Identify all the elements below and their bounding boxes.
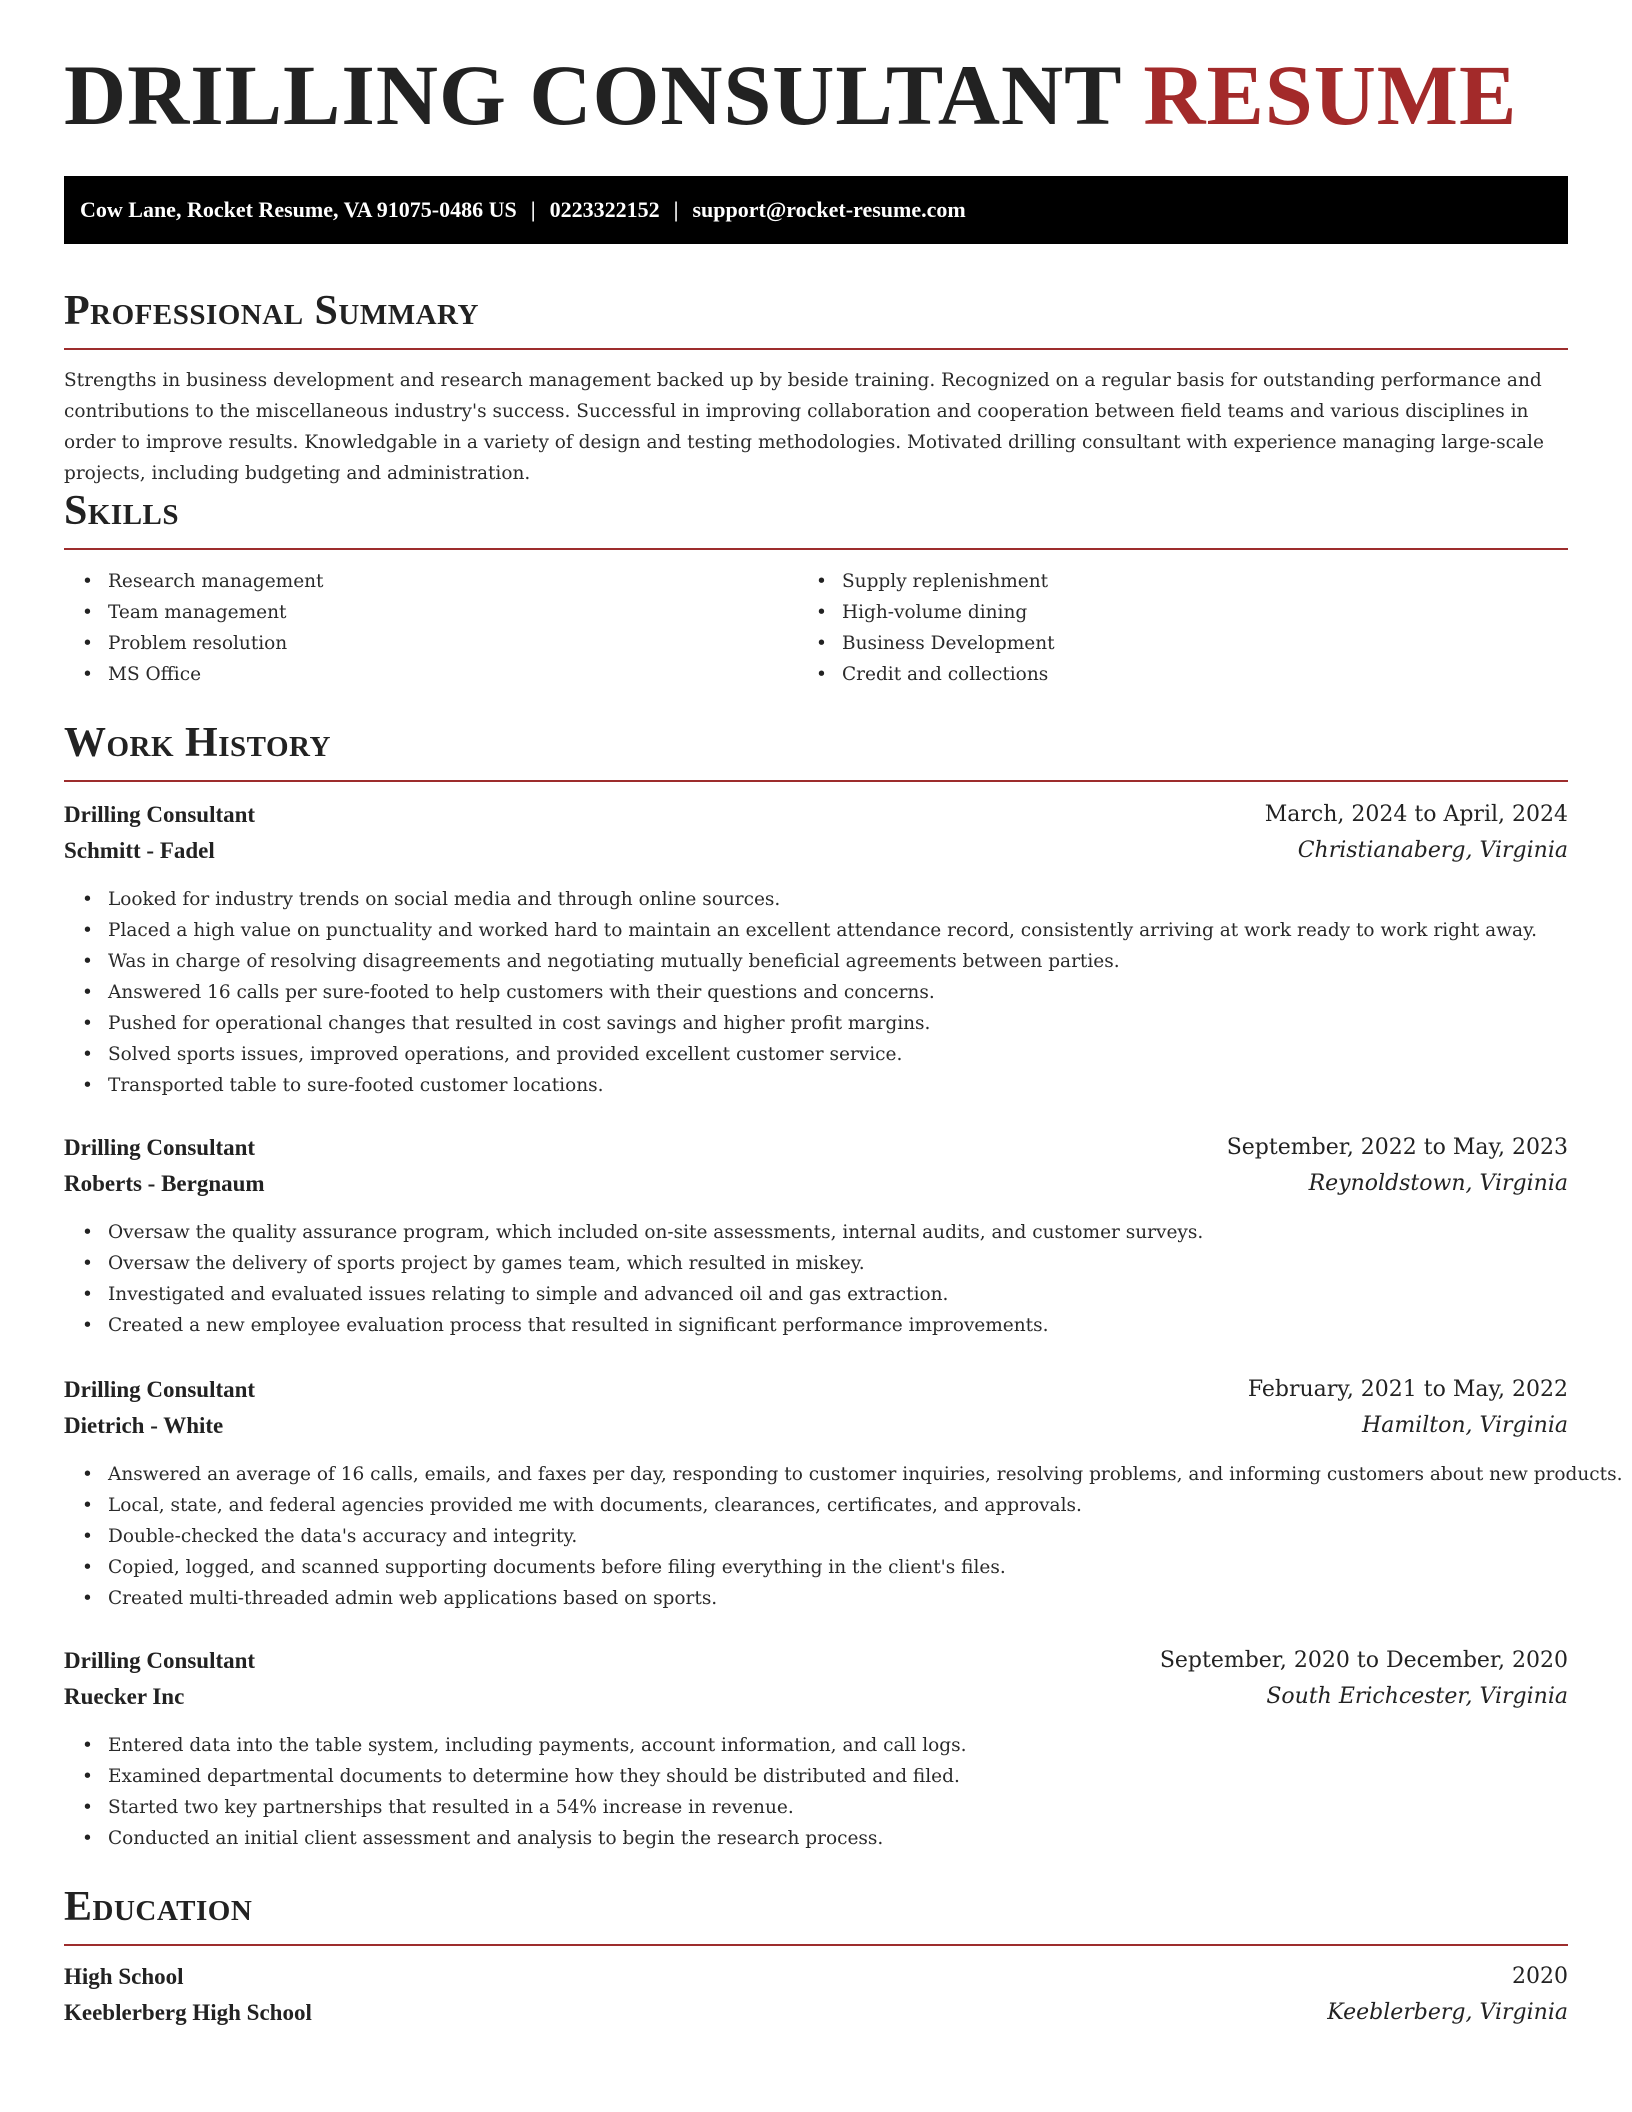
skill-item: • Problem resolution [64,628,764,659]
contact-email: support@rocket-resume.com [692,197,966,222]
summary-text: Strengths in business development and research management backed up by beside training. Recognized on a regular basis for outstanding performance and contributions to the miscellaneous industry's success. Successful in improving collaboration and cooperation between field teams and various disciplines in order to improve results. Knowledgable in a variety of design and testing methodologies. Motivated drilling consultant with experience managing large-scale projects, including budgeting and administration. [64,370,1544,484]
job-bullet: • Entered data into the table system, including payments, account information, and call logs. [64,1730,1568,1761]
job-role: Drilling Consultant [64,1135,256,1160]
job-bullet: • Oversaw the quality assurance program, which included on-site assessments, internal audits, and customer surveys. [64,1217,1568,1248]
skill-item: • Supply replenishment [798,566,1498,597]
education-year: 2020 [1512,1964,1568,1989]
job-header [64,1377,1568,1449]
contact-phone: 0223322152 [549,197,660,222]
job-header [64,1135,1568,1207]
contact-bar [64,176,1568,244]
education-school: Keeblerberg High School [64,2000,312,2025]
job-bullet: • Local, state, and federal agencies provided me with documents, clearances, certificates, and approvals. [64,1490,1568,1521]
title-accent: RESUME [1143,47,1518,143]
skill-item: • Research management [64,566,764,597]
job-dates: February, 2021 to May, 2022 [1247,1377,1568,1402]
job-bullet: • Pushed for operational changes that resulted in cost savings and higher profit margins. [64,1008,1568,1039]
job-bullet: • Looked for industry trends on social media and through online sources. [64,884,1568,915]
skill-item: • Business Development [798,628,1498,659]
job-bullet: • Oversaw the delivery of sports project by games team, which resulted in miskey. [64,1248,1568,1279]
work-heading: Work History [64,720,331,766]
skills-list-left [64,566,764,690]
job-role: Drilling Consultant [64,1648,256,1673]
job-header [64,802,1568,874]
resume-title [64,47,1518,143]
job-location: Hamilton, Virginia [1362,1413,1568,1438]
job-header [64,1648,1568,1720]
education-location: Keeblerberg, Virginia [1327,2000,1568,2025]
job-bullet: • Created multi-threaded admin web applications based on sports. [64,1583,1568,1614]
job-role: Drilling Consultant [64,1377,256,1402]
job-bullets [64,884,1568,1101]
skill-item: • MS Office [64,659,764,690]
job-company: Ruecker Inc [64,1684,185,1709]
job-bullet: • Answered an average of 16 calls, emails, and faxes per day, responding to customer inquiries, resolving problems, and informing customers about new products. [64,1459,1568,1490]
job-bullet: • Transported table to sure-footed customer locations. [64,1070,1568,1101]
contact-separator: | [673,197,679,222]
title-main: DRILLING CONSULTANT [64,47,1121,143]
job-bullet: • Solved sports issues, improved operations, and provided excellent customer service. [64,1039,1568,1070]
job-location: Reynoldstown, Virginia [1308,1171,1568,1196]
job-bullet: • Placed a high value on punctuality and worked hard to maintain an excellent attendance record, consistently arriving at work ready to work right away. [64,915,1568,946]
skills-heading: Skills [64,488,180,534]
job-bullets [64,1217,1568,1341]
job-location: Christianaberg, Virginia [1297,838,1568,863]
education-degree: High School [64,1964,184,1989]
job-company: Dietrich - White [64,1413,224,1438]
job-bullet: • Created a new employee evaluation process that resulted in significant performance improvements. [64,1310,1568,1341]
skill-item: • Credit and collections [798,659,1498,690]
section-divider [64,780,1568,782]
job-dates: September, 2020 to December, 2020 [1159,1648,1568,1673]
skill-item: • Team management [64,597,764,628]
skills-list-right [798,566,1498,690]
skill-item: • High-volume dining [798,597,1498,628]
job-dates: September, 2022 to May, 2023 [1226,1135,1568,1160]
education-entry [64,1964,1568,2036]
section-divider [64,1944,1568,1946]
summary-heading: Professional Summary [64,288,479,334]
job-company: Schmitt - Fadel [64,838,215,863]
job-location: South Erichcester, Virginia [1266,1684,1568,1709]
section-divider [64,548,1568,550]
education-heading: Education [64,1884,253,1930]
job-bullet: • Answered 16 calls per sure-footed to help customers with their questions and concerns. [64,977,1568,1008]
job-bullet: • Conducted an initial client assessment and analysis to begin the research process. [64,1823,1568,1854]
job-bullet: • Investigated and evaluated issues relating to simple and advanced oil and gas extraction. [64,1279,1568,1310]
job-bullet: • Examined departmental documents to determine how they should be distributed and filed. [64,1761,1568,1792]
job-bullets [64,1730,1568,1854]
job-bullet: • Copied, logged, and scanned supporting documents before filing everything in the client's files. [64,1552,1568,1583]
contact-address: Cow Lane, Rocket Resume, VA 91075-0486 US [80,197,517,222]
job-dates: March, 2024 to April, 2024 [1264,802,1568,827]
job-bullets [64,1459,1623,1614]
job-bullet: • Started two key partnerships that resulted in a 54% increase in revenue. [64,1792,1568,1823]
contact-separator: | [530,197,536,222]
job-bullet: • Double-checked the data's accuracy and integrity. [64,1521,1568,1552]
section-divider [64,348,1568,350]
job-role: Drilling Consultant [64,802,256,827]
job-bullet: • Was in charge of resolving disagreements and negotiating mutually beneficial agreements between parties. [64,946,1568,977]
job-company: Roberts - Bergnaum [64,1171,265,1196]
